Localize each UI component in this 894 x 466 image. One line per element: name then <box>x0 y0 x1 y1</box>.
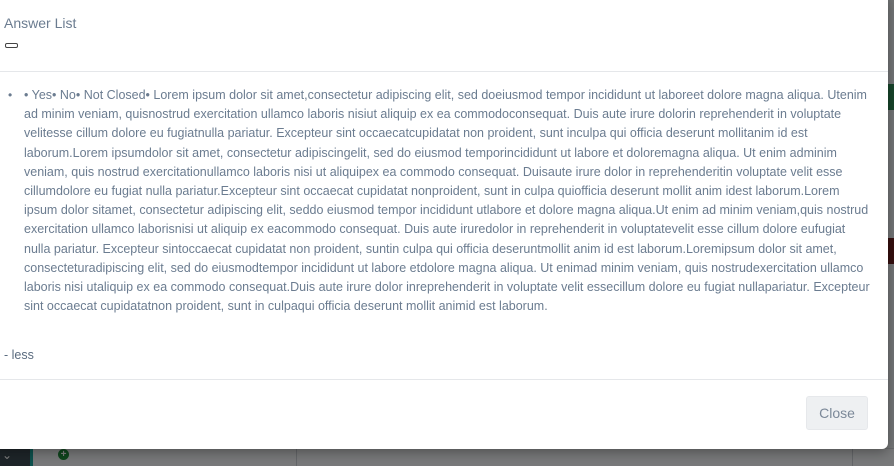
show-less-link[interactable]: - less <box>4 348 34 362</box>
modal-header <box>0 0 888 72</box>
answer-text: • Yes• No• Not Closed• Lorem ipsum dolor sit amet,consectetur adipiscing elit, sed doeiusmod tempor incididunt ut laboreet dolore magna aliqua. Utenim ad minim veniam, quisnostrud exercitation ullamco laboris nisiut aliquip ex ea commodoconsequat. Duis aute irure dolorin reprehenderit in voluptate velitesse cillum dolore eu fugiatnulla pariatur. Excepteur sint occaecatcupidatat non proident, sunt inculpa qui officia deserunt mollitanim id est laborum.Lorem ipsumdolor sit amet, consectetur adipiscingelit, sed do eiusmod temporincididunt ut labore et doloremagna aliqua. Ut enim adminim veniam, quis nostrud exercitationullamco laboris nisi ut aliquipex ea commodo consequat. Duisaute irure dolor in reprehenderitin voluptate velit esse cillumdolore eu fugiat nulla pariatur.Excepteur sint occaecat cupidatat nonproident, sunt in culpa quiofficia deserunt mollit anim idest laborum.Lorem ipsum dolor sitamet, consectetur adipiscing elit, seddo eiusmod tempor incididunt utlabore et dolore magna aliqua.Ut enim ad minim veniam,quis nostrud exercitation ullamco laborisnisi ut aliquip ex eacommodo consequat. Duis aute iruredolor in reprehenderit in voluptatevelit esse cillum dolore eufugiat nulla pariatur. Excepteur sintoccaecat cupidatat non proident, suntin culpa qui officia deseruntmollit anim id est laborum.Loremipsum dolor sit amet, consecteturadipiscing elit, sed do eiusmodtempor incididunt ut labore etdolore magna aliqua. Ut enimad minim veniam, quis nostrudexercitation ullamco laboris nisi utaliquip ex ea commodo consequat.Duis aute irure dolor inreprehenderit in voluptate velit essecillum dolore eu fugiat nullapariatur. Excepteur sint occaecat cupidatatnon proident, sunt in culpaqui officia deserunt mollit animid est laborum. <box>24 88 870 314</box>
modal-footer <box>0 379 888 450</box>
list-item <box>8 86 872 316</box>
modal-title: Answer List <box>4 15 77 31</box>
bullet-icon: • <box>8 88 13 102</box>
answer-list <box>8 86 872 316</box>
modal-body <box>0 72 888 379</box>
close-button[interactable]: Close <box>806 396 868 430</box>
header-collapse-button[interactable] <box>5 43 18 48</box>
